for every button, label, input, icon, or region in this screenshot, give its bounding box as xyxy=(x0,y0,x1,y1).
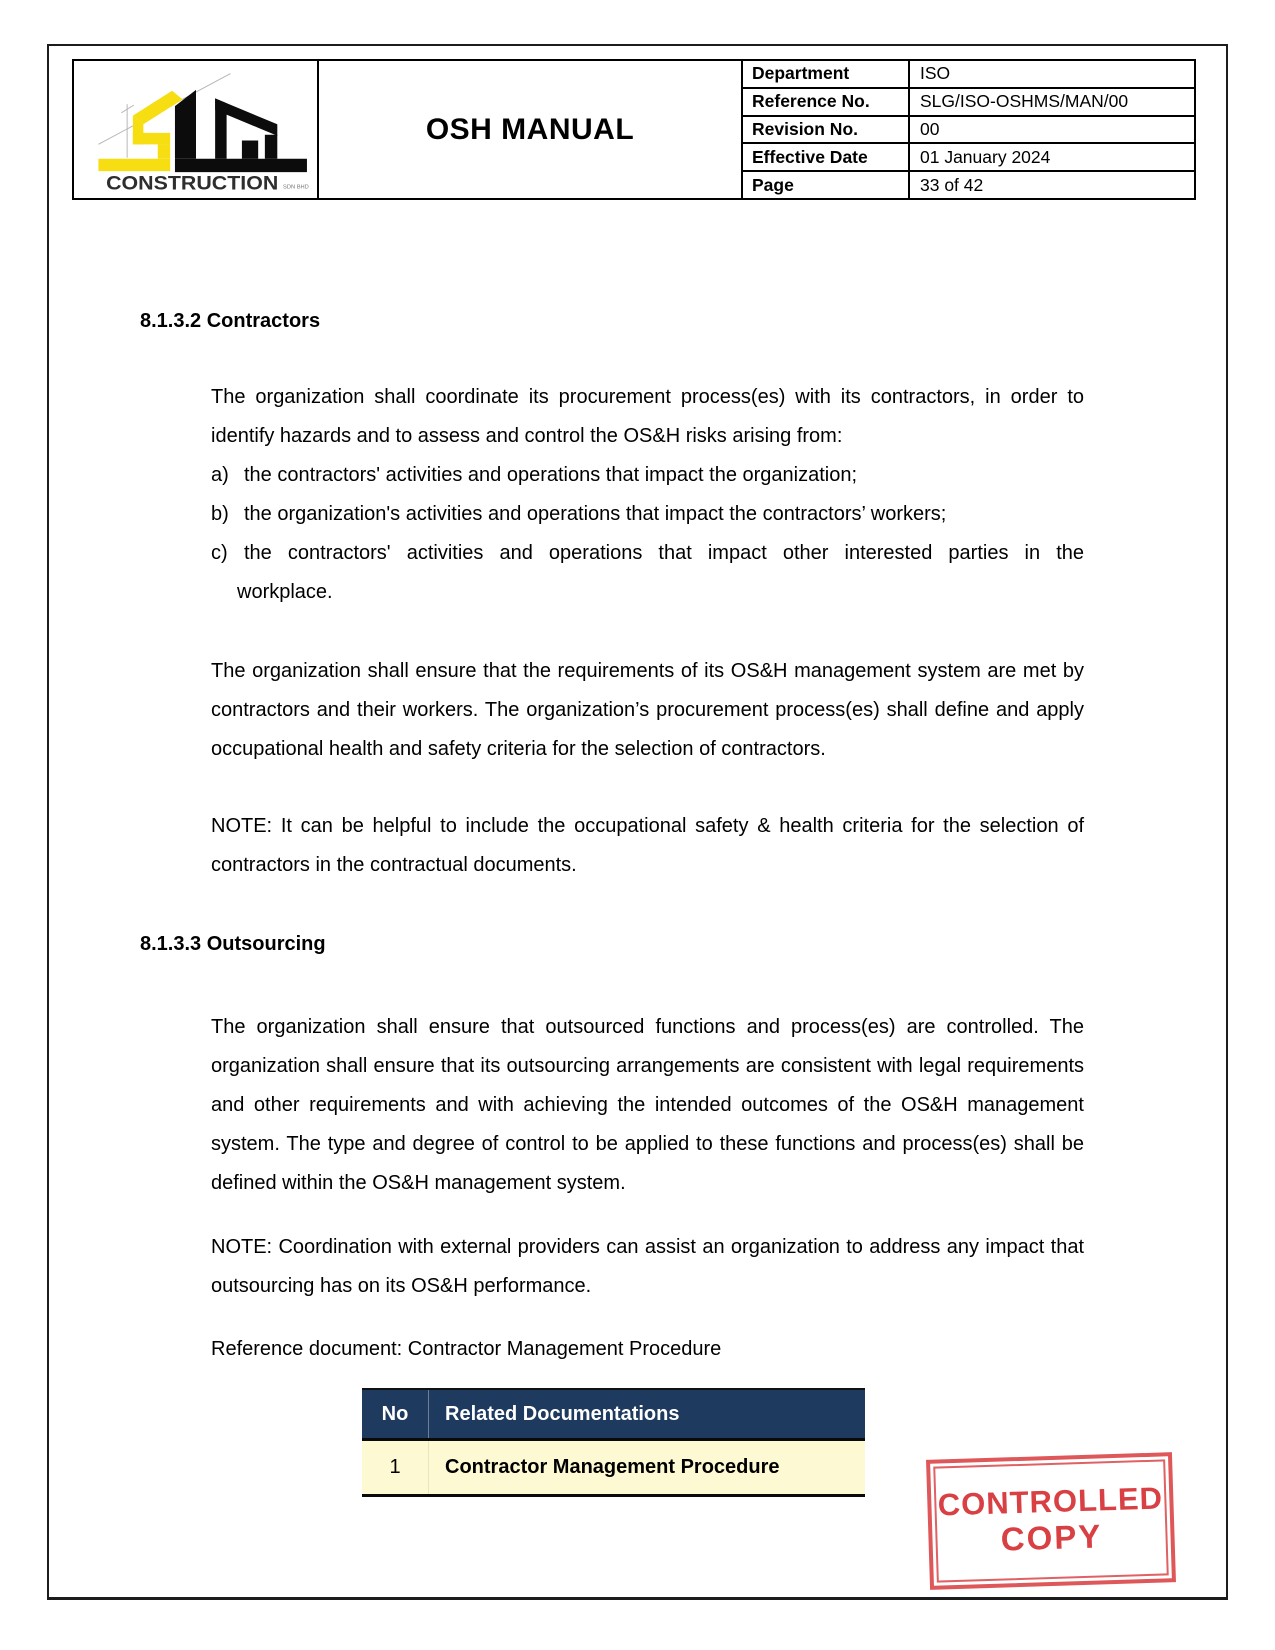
logo-letter-l xyxy=(174,89,306,171)
outsourcing-note: NOTE: Coordination with external providers can assist an organization to address any impact that outsourcing has on its OS&H performance. xyxy=(211,1236,1084,1297)
list-item-c xyxy=(211,534,1084,573)
logo-suffix-text: SDN BHD xyxy=(282,183,309,190)
info-row xyxy=(743,144,1194,172)
controlled-copy-stamp xyxy=(926,1452,1176,1590)
info-value: 33 of 42 xyxy=(920,174,984,195)
document-header xyxy=(72,59,1196,200)
list-item-a xyxy=(211,456,1084,495)
manual-title: OSH MANUAL xyxy=(319,61,743,198)
info-value: 01 January 2024 xyxy=(920,146,1051,167)
info-label: Page xyxy=(743,172,910,198)
info-label: Department xyxy=(743,61,910,87)
info-value: ISO xyxy=(920,63,951,84)
reference-document-line: Reference document: Contractor Management Procedure xyxy=(211,1338,722,1360)
info-label: Effective Date xyxy=(743,144,910,170)
info-label: Reference No. xyxy=(743,89,910,115)
paragraph: The organization shall coordinate its procurement process(es) with its contractors, in order to identify hazards and to assess and control the OS&H risks arising from: xyxy=(211,386,1084,447)
stamp-text-copy: COPY xyxy=(1000,1517,1103,1558)
list-marker: a) xyxy=(211,464,229,486)
list-marker: c) xyxy=(211,542,228,564)
info-row xyxy=(743,117,1194,145)
info-row xyxy=(743,61,1194,89)
section-heading-outsourcing: 8.1.3.3 Outsourcing xyxy=(140,933,326,955)
logo-construction-text: CONSTRUCTION xyxy=(105,172,278,194)
contractors-paragraph-2: The organization shall ensure that the requirements of its OS&H management system are met by contractors and their workers. The organization’s procurement process(es) shall define and apply occupational health and safety criteria for the selection of contractors. xyxy=(211,660,1084,760)
slg-logo-graphic xyxy=(78,64,314,196)
table-cell-document: Contractor Management Procedure xyxy=(445,1456,780,1478)
table-cell-no: 1 xyxy=(362,1441,429,1494)
document-info-table xyxy=(743,61,1194,198)
logo-letter-s xyxy=(98,90,182,170)
contractors-note: NOTE: It can be helpful to include the occupational safety & health criteria for the selection of contractors in the contractual documents. xyxy=(211,815,1084,876)
info-label: Revision No. xyxy=(743,117,910,143)
info-value: 00 xyxy=(920,118,940,139)
table-header-no: No xyxy=(362,1390,429,1438)
logo-letter-g xyxy=(215,98,277,158)
stamp-inner-border xyxy=(933,1459,1169,1582)
stamp-text-controlled: CONTROLLED xyxy=(937,1480,1164,1523)
list-item-b xyxy=(211,495,1084,534)
list-marker: b) xyxy=(211,503,229,525)
contractors-paragraph-block xyxy=(211,378,1084,612)
list-text: the contractors' activities and operations that impact other interested parties in the xyxy=(244,542,1084,564)
table-row xyxy=(362,1441,865,1497)
info-row xyxy=(743,89,1194,117)
table-header-row xyxy=(362,1388,865,1441)
company-logo xyxy=(74,61,319,198)
outsourcing-paragraph: The organization shall ensure that outsourced functions and process(es) are controlled. The organization shall ensure that its outsourcing arrangements are consistent with legal requirements and other requirements and with achieving the intended outcomes of the OS&H management system. The type and degree of control to be applied to these functions and process(es) shall be defined within the OS&H management system. xyxy=(211,1016,1084,1194)
section-heading-contractors: 8.1.3.2 Contractors xyxy=(140,310,321,332)
table-header-related-documentations: Related Documentations xyxy=(445,1402,680,1425)
list-item-c-wrap: workplace. xyxy=(237,581,333,603)
info-row xyxy=(743,172,1194,198)
list-text: the organization's activities and operations that impact the contractors’ workers; xyxy=(244,503,947,525)
info-value: SLG/ISO-OSHMS/MAN/00 xyxy=(920,91,1129,112)
list-text: the contractors' activities and operations that impact the organization; xyxy=(244,464,858,486)
related-documents-table xyxy=(362,1388,865,1497)
